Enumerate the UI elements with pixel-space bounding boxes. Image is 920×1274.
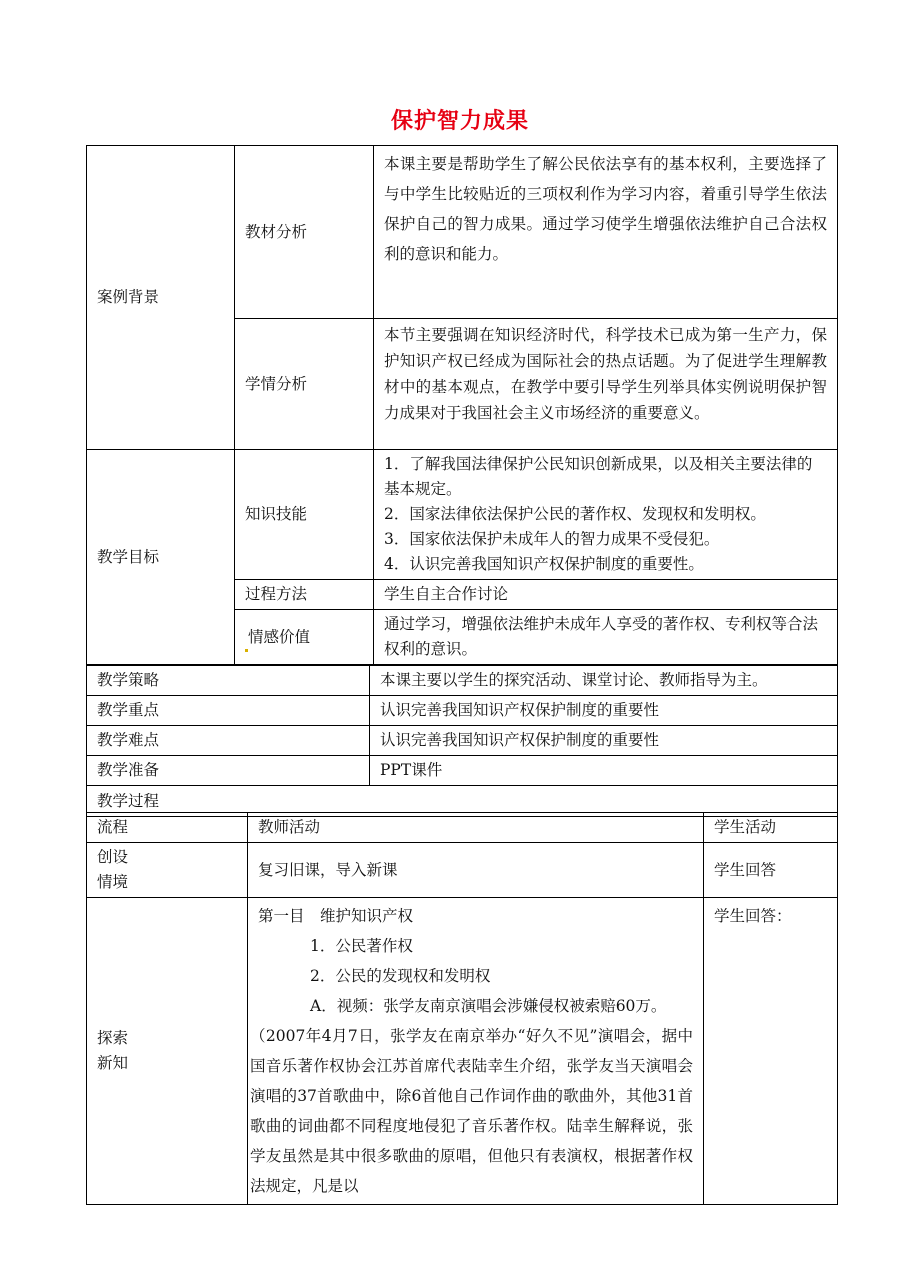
difficulty-value: 认识完善我国知识产权保护制度的重要性: [370, 726, 838, 756]
teacher-item: A．视频：张学友南京演唱会涉嫌侵权被索赔60万。: [310, 997, 667, 1015]
knowledge-skills-list: [374, 450, 838, 580]
teacher-explore: [248, 898, 704, 1205]
emotion-value-label: 情感价值: [248, 627, 311, 646]
strategy-label: 教学策略: [87, 666, 370, 696]
teacher-item: 2．公民的发现权和发明权: [310, 967, 491, 985]
process-method-label: 过程方法: [235, 580, 374, 610]
flow-create-line1: 创设: [97, 848, 129, 866]
material-analysis-label: 教材分析: [235, 146, 374, 319]
teacher-heading: 第一目 维护知识产权: [258, 907, 414, 925]
marker-dot: [245, 649, 248, 652]
flow-explore: [87, 898, 248, 1205]
process-table: [86, 812, 838, 1205]
knowledge-item: 3．国家依法保护未成年人的智力成果不受侵犯。: [384, 530, 720, 548]
difficulty-label: 教学难点: [87, 726, 370, 756]
objectives-label: 教学目标: [87, 450, 235, 665]
material-analysis-text: 本课主要是帮助学生了解公民依法享有的基本权利，主要选择了与中学生比较贴近的三项权利作为学习内容，着重引导学生依法保护自己的智力成果。通过学习使学生增强依法维护自己合法权利的意识和能力。: [374, 146, 838, 319]
teacher-text: （2007年4月7日，张学友在南京举办“好久不见”演唱会，据中国音乐著作权协会江苏首席代表陆幸生介绍，张学友当天演唱会演唱的37首歌曲中，除6首他自己作词作曲的歌曲外，其他31首歌曲的词曲都不同程度地侵犯了音乐著作权。陆幸生解释说，张学友虽然是其中很多歌曲的原唱，但他只有表演权，根据著作权法规定，凡是以: [250, 1027, 693, 1195]
flow-header: 流程: [87, 813, 248, 843]
strategy-table: [86, 665, 838, 817]
document-title: 保护智力成果: [390, 109, 529, 134]
teacher-create: 复习旧课，导入新课: [248, 843, 704, 898]
knowledge-skills-label: 知识技能: [235, 450, 374, 580]
knowledge-item: 1．了解我国法律保护公民知识创新成果，以及相关主要法律的基本规定。: [384, 455, 813, 498]
emotion-value-text: 通过学习，增强依法维护未成年人享受的著作权、专利权等合法权利的意识。: [374, 610, 838, 665]
student-analysis-label: 学情分析: [235, 319, 374, 450]
flow-explore-line2: 新知: [97, 1054, 129, 1072]
flow-create: [87, 843, 248, 898]
emotion-value-cell: [235, 610, 374, 665]
teacher-header: 教师活动: [248, 813, 704, 843]
background-label: 案例背景: [87, 146, 235, 450]
student-header: 学生活动: [704, 813, 838, 843]
process-title: 教学过程: [87, 786, 838, 817]
student-explore: 学生回答：: [704, 898, 838, 1205]
background-objectives-table: [86, 145, 838, 665]
preparation-label: 教学准备: [87, 756, 370, 786]
strategy-value: 本课主要以学生的探究活动、课堂讨论、教师指导为主。: [370, 666, 838, 696]
process-method-text: 学生自主合作讨论: [374, 580, 838, 610]
knowledge-item: 4．认识完善我国知识产权保护制度的重要性。: [384, 555, 704, 573]
flow-explore-line1: 探索: [97, 1029, 129, 1047]
key-point-label: 教学重点: [87, 696, 370, 726]
preparation-value: PPT课件: [370, 756, 838, 786]
flow-create-line2: 情境: [97, 873, 129, 891]
student-analysis-text: 本节主要强调在知识经济时代，科学技术已成为第一生产力，保护知识产权已经成为国际社会的热点话题。为了促进学生理解教材中的基本观点，在教学中要引导学生列举具体实例说明保护智力成果对于我国社会主义市场经济的重要意义。: [374, 319, 838, 450]
student-create: 学生回答: [704, 843, 838, 898]
teacher-item: 1．公民著作权: [310, 937, 413, 955]
knowledge-item: 2．国家法律依法保护公民的著作权、发现权和发明权。: [384, 505, 766, 523]
key-point-value: 认识完善我国知识产权保护制度的重要性: [370, 696, 838, 726]
